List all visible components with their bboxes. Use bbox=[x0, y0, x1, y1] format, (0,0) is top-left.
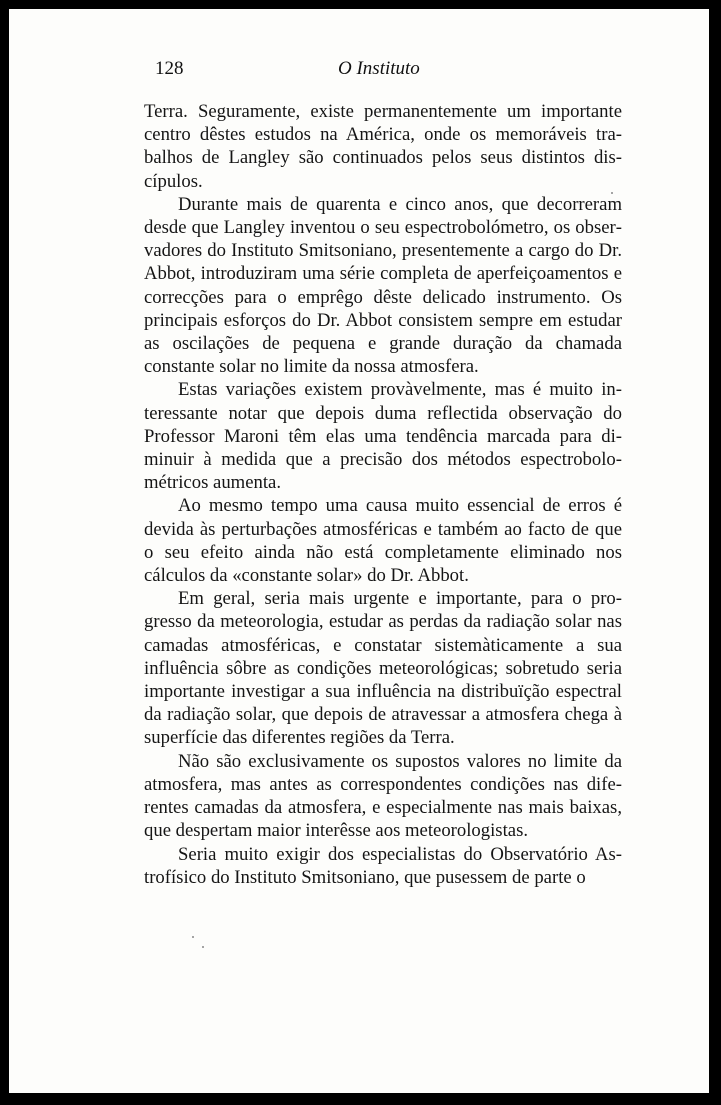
paragraph-3: Estas variações existem provàvelmente, mas é muito interessante notar que depois duma reflectida observação do Professor Maroni têm elas uma tendência marcada para diminuir à medida que a precisão dos métodos espectrobolométricos aumenta. bbox=[144, 379, 622, 494]
paragraph-2: Durante mais de quarenta e cinco anos, que decorreram desde que Langley inventou o seu espectrobolómetro, os observadores do Instituto Smitsoniano, presentemente a cargo do Dr. Abbot, introduziram uma série completa de aperfeiçoamentos e correcções para o emprêgo dêste delicado instrumento. Os principais esforços do Dr. Abbot consistem sempre em estudar as oscilações de pequena e grande duração da chamada constante solar no limite da nossa atmosfera. bbox=[144, 193, 622, 378]
paragraph-7: Seria muito exigir dos especialistas do Observatório Astrofísico do Instituto Smitsoniano, que pusessem de parte o bbox=[144, 843, 622, 888]
running-title: O Instituto bbox=[338, 58, 420, 79]
paragraph-5: Em geral, seria mais urgente e importante, para o progresso da meteorologia, estudar as perdas da radiação solar nas camadas atmosféricas, e constatar sistemàticamente a sua influência sôbre as condições meteorológicas; sobretudo seria importante investigar a sua influência na distribuïção espectral da radiação solar, que depois de atravessar a atmosfera chega à superfície das diferentes regiões da Terra. bbox=[144, 588, 622, 749]
page-number: 128 bbox=[155, 58, 184, 79]
paragraph-4: Ao mesmo tempo uma causa muito essencial de erros é devida às perturbações atmosféricas e também ao facto de que o seu efeito ainda não está completamente eliminado nos cálculos da «constante solar» do Dr. Abbot. bbox=[144, 495, 622, 587]
body-text bbox=[144, 100, 622, 889]
paragraph-1: Terra. Seguramente, existe permanentemente um importante centro dêstes estudos na América, onde os memoráveis trabalhos de Langley são continuados pelos seus distintos discípulos. bbox=[144, 101, 622, 192]
page-header bbox=[144, 58, 622, 88]
paragraph-6: Não são exclusivamente os supostos valores no limite da atmosfera, mas antes as correspondentes condições nas diferentes camadas da atmosfera, e especialmente nas mais baixas, que despertam maior interêsse aos meteorologistas. bbox=[144, 750, 622, 842]
